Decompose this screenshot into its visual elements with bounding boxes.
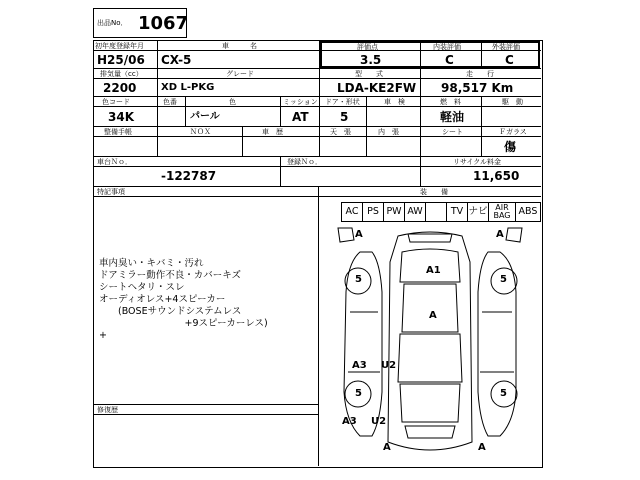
car-name-value: CX-5 [161,53,192,67]
grid-line [280,96,281,126]
equip-pw: PW [383,202,405,222]
lot-number-box [93,8,187,38]
remarks-list [99,258,268,342]
color-code-value: 34K [108,110,134,124]
damage-fl-wheel: 5 [355,274,362,285]
color-value: パール [190,111,220,122]
int-grade-label: 内装評価 [433,43,461,51]
damage-rear-right: A [478,442,486,453]
model-code-label: 型 式 [355,70,383,78]
equipment-label: 装 備 [420,188,448,196]
grid-line [93,126,541,127]
car-damage-diagram [320,222,540,466]
front-grille-outline [408,234,452,242]
grid-line [93,50,541,51]
doors-value: 5 [340,110,349,124]
recycle-value: 11,650 [473,169,520,183]
grid-line [93,96,541,97]
grid-line [157,96,158,126]
grid-line [93,136,541,137]
int-grade-value: C [445,53,454,67]
mileage-value: 98,517 Km [441,81,514,95]
damage-rr-wheel: 5 [500,388,507,399]
grid-line [366,96,367,126]
color-code-label: 色コード [102,98,130,106]
nox-label: ＮＯＸ [190,128,211,136]
color-no-label: 色番 [163,98,177,106]
grid-line [318,186,319,466]
grid-line [93,68,541,69]
inspection-label: 車 検 [384,98,405,106]
grid-line [420,68,421,96]
equip-blank [425,202,447,222]
score-frame-right [538,41,540,68]
doors-shape-label: ドア・形状 [325,98,360,106]
damage-rl-wheel: 5 [355,388,362,399]
model-code-value: LDA-KE2FW [337,81,417,95]
sunroof-label: 天 張 [330,128,351,136]
fuel-label: 燃 料 [440,98,461,106]
grid-line [319,96,320,126]
car-name-label: 車 名 [222,42,257,50]
equip-ps: PS [362,202,384,222]
manual-label: 整備手帳 [104,128,132,136]
remark-line: (BOSEサウンドシステムレス [99,306,242,317]
transmission-label: ミッション [283,98,318,106]
grid-line [185,96,186,126]
grid-line [242,126,243,156]
grid-line [93,414,318,415]
mirror-right [506,228,522,242]
recycle-label: リサイクル料金 [453,158,502,166]
damage-left-rear-a: A3 [342,416,357,427]
grid-line [93,78,541,79]
grid-line [93,196,541,197]
grid-line [93,166,541,167]
grid-line [481,96,482,126]
grid-line [157,40,158,68]
first-reg-value: H25/06 [97,53,145,67]
equip-navi: ナビ [467,202,489,222]
damage-roof: A [429,310,437,321]
damage-front-left: A [355,229,363,240]
history-label: 車 歴 [262,128,283,136]
grid-line [366,126,367,156]
grid-line [157,68,158,96]
remark-line: シートヘタリ・スレ [99,282,185,293]
mirror-left [338,228,354,242]
grade-value: XD L-PKG [161,82,215,93]
grid-line [420,126,421,156]
equip-aw: AW [404,202,426,222]
grid-line [157,126,158,156]
right-side-outline [478,252,516,436]
drive-label: 駆 動 [502,98,523,106]
transmission-value: AT [292,110,309,124]
first-reg-label: 初年度登録年月 [95,42,144,50]
score-frame-left [320,41,322,68]
remark-line: + [99,330,107,341]
reg-no-label: 登録Ｎｏ． [287,158,322,166]
ext-grade-label: 外装評価 [492,43,520,51]
equip-tv: TV [446,202,468,222]
repair-history-label: 修復歴 [97,406,118,414]
grid-line [93,106,541,107]
equip-airbag [488,202,516,222]
grid-line [420,156,421,186]
lot-number: 1067 [138,13,189,34]
damage-hood: A1 [426,265,441,276]
damage-left-rear-door-u: U2 [381,360,397,371]
hood-outline [402,284,458,332]
grid-line [93,186,541,187]
seat-label: シート [442,128,463,136]
grid-line [481,40,482,68]
damage-rear-left: A [383,442,391,453]
grid-line [481,126,482,156]
rear-bumper-outline [405,426,455,438]
remark-line: 車内臭い・キバミ・汚れ [99,258,204,269]
remark-line: ドアミラー動作不良・カバーキズ [99,270,242,281]
remarks-label: 特記事項 [97,188,125,196]
grid-line [93,404,318,405]
grid-line [280,156,281,186]
glass-value: 傷 [504,140,517,154]
damage-fr-wheel: 5 [500,274,507,285]
chassis-no-label: 車台Ｎｏ． [97,158,132,166]
rear-glass-outline [400,384,460,422]
damage-left-rear-door-a: A3 [352,360,367,371]
ext-grade-value: C [505,53,514,67]
grid-line [319,126,320,156]
grid-line [420,40,421,68]
left-side-outline [344,252,382,436]
remark-line: オーディオレス+4スピーカー [99,294,226,305]
score-value: 3.5 [360,53,382,67]
score-label: 評価点 [357,43,378,51]
glass-label: Ｆガラス [499,128,527,136]
roof-outline [398,334,462,382]
color-label: 色 [229,98,236,106]
remark-line: +9スピーカーレス) [99,318,268,329]
displacement-label: 排気量（cc） [100,70,143,78]
damage-left-rear-u: U2 [371,416,387,427]
grid-line [420,96,421,126]
grade-label: グレード [226,70,254,78]
fuel-value: 軽油 [440,110,465,124]
grid-line [319,68,320,96]
equip-ac: AC [341,202,363,222]
lot-label: 出品No． [97,19,128,27]
interior-label: 内 張 [378,128,399,136]
displacement-value: 2200 [103,81,137,95]
equip-abs: ABS [515,202,541,222]
damage-front-right: A [496,229,504,240]
mileage-label: 走 行 [466,70,494,78]
equip-airbag-text: AIR BAG [493,203,511,220]
chassis-no-value: -122787 [161,169,217,183]
grid-line [93,156,541,157]
